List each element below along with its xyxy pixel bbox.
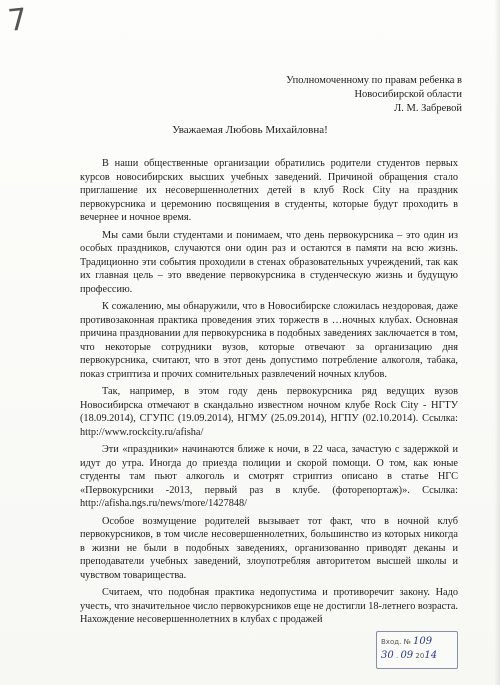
stamp-in-number: 109 — [413, 636, 433, 647]
stamp-number-row — [381, 636, 432, 647]
addressee-line: Уполномоченному по правам ребенка в — [286, 75, 462, 86]
paragraph: К сожалению, мы обнаружили, что в Новосибирске сложилась нездоровая, даже противозаконная практика проведения этих торжеств в …ночных клубах. Основная причина праздновании для первокурсника в подобных заведениях заключается в том, что некоторые сотрудники вузов, которые отвечают за организацию дня первокурсника, считают, что в этот день допустимо потребление алкоголя, табака, показ стриптиза и прочих сомнительных развлечений ночных клубов. — [80, 301, 458, 380]
paragraph: Особое возмущение родителей вызывает тот факт, что в ночной клуб первокурсников, в том числе несовершеннолетних, большинство из которых никогда в жизни не были в подобных заведениях, организованно приводят деканы и преподаватели учебных заведений, злоупотребляя авторитетом высшей школы и чувством товарищества. — [80, 515, 458, 581]
stamp-date-row: 30 . 09 2014 — [381, 650, 438, 661]
stamp-date-year-prefix: 20 — [415, 652, 425, 660]
addressee-line: Л. М. Забревой — [394, 103, 462, 114]
paragraph: Считаем, что подобная практика недопустима и противоречит закону. Надо учесть, что значительное число первокурсников еще не достигли 18-летнего возраста. Нахождение несовершеннолетних в клубах с продажей — [80, 587, 458, 625]
handwritten-page-number: 7 — [6, 2, 29, 39]
addressee-block — [262, 74, 462, 116]
letter-body — [80, 157, 458, 631]
incoming-registration-stamp — [376, 631, 458, 669]
paragraph: Эти «праздники» начинаются ближе к ночи, в 22 часа, зачастую с задержкой и идут до утра. Иногда до приезда полиции и скорой помощи. О том, как юные студенты там пьют алкоголь и смотрят стриптиз описано в статье НГС «Первокурсники -2013, первый раз в клубе. (фоторепортаж)». Ссылка: http://afisha.ngs.ru/news/more/1427848/ — [80, 444, 458, 509]
paragraph: В наши общественные организации обратились родители студентов первых курсов новосибирских высших учебных заведений. Причиной обращения стало приглашение их несовершеннолетних детей в клуб Rock City на праздник первокурсника и церемонию посвящения в студенты, которые будут проходить в вечернее и ночное время. — [80, 158, 458, 223]
page-edge-shadow — [494, 0, 500, 685]
stamp-date-year: 14 — [424, 650, 438, 661]
salutation: Уважаемая Любовь Михайловна! — [172, 124, 328, 136]
addressee-line: Новосибирской области — [354, 89, 462, 100]
stamp-date-month: 09 — [400, 650, 414, 661]
stamp-date-day: 30 — [381, 650, 394, 661]
stamp-in-label: Вход. № — [381, 638, 411, 646]
paragraph: Мы сами были студентами и понимаем, что день первокурсника – это один из особых праздников, случаются они один раз и остаются в памяти на всю жизнь. Традиционно эти события проходили в стенах образовательных учреждений, так как их главная цель – это введение первокурсника в студенческую жизнь и будущую профессию. — [80, 229, 458, 295]
paragraph: Так, например, в этом году день первокурсника ряд ведущих вузов Новосибирска отмечают в скандально известном ночном клубе Rock City - НГТУ (18.09.2014), СГУПС (19.09.2014), НГМУ (25.09.2014), НГПУ (02.10.2014). Ссылка: http://www.rockcity.ru/afisha/ — [80, 386, 458, 438]
